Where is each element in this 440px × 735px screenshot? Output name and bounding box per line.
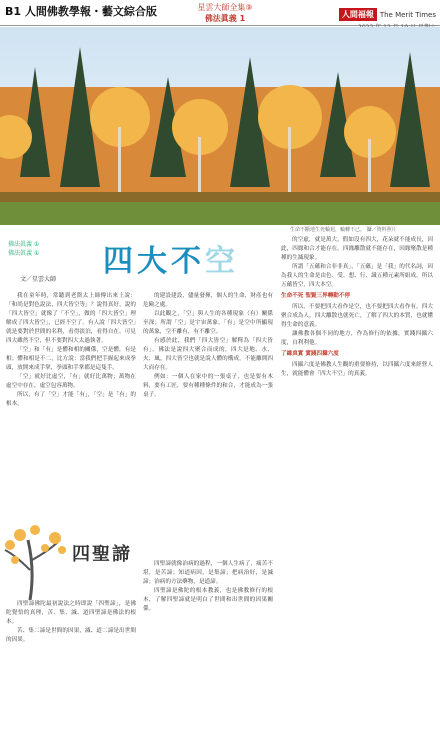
masthead-logo: 人間福報 <box>339 8 377 21</box>
page-header <box>0 0 440 26</box>
paragraph: 四聖諦是佛陀的根本教義，也是佛教修行的根本，了解四聖諦就是明白了世間和出世間的因果關係。 <box>143 588 273 612</box>
paragraph: 「空」就好比虛空，「有」就好比萬物；萬物在虛空中存在，虛空包容萬物。 <box>6 374 136 389</box>
paragraph: 例如：一個人在家中的一張桌子，也是要有木料，要有工匠，要有種種條件的和合，才能成為一張桌子。 <box>143 374 273 398</box>
paragraph: 四聖諦佛陀最初說法之時即說「四聖諦」，是佛陀覺悟的真理，苦、集、滅、道四聖諦是佛法的根本。 <box>6 601 136 625</box>
paragraph: 有感於此，我們「四大皆空」解釋為「四大皆有」。佛法是說四大聚合而成的，四大是地、水、火、風，四大皆空也就是說人體的構成，不能離開四大而存在。 <box>143 338 273 371</box>
section-title-four-truths: 四聖諦 <box>72 544 132 565</box>
article-column-2 <box>143 292 273 550</box>
subheading: 生命不死 聖賢三界轉動不停 <box>281 293 351 299</box>
hero-photo <box>0 27 440 225</box>
article-column-1 <box>6 292 136 550</box>
photo-caption: 生命不斷地生死輪迴，輪轉不已。 攝／資料照片 <box>290 227 397 233</box>
paragraph: 所以，不要把四大看作是空，也不要把四大看作有，四大聚合成為人，四大離散也就死亡，了解了四大的本質，也就懂得生命的意義。 <box>281 304 433 328</box>
paragraph: 四聖諦就像治病的過程，一個人生病了，痛苦不堪，是苦諦；知道病因，是集諦；把病治好，是滅諦；治病的方法藥物，是道諦。 <box>143 561 273 585</box>
article-column-3 <box>281 236 433 730</box>
paragraph: 四攝六度是佛教人生觀的重要修持，以四攝六度來經營人生，就能體會「四大不空」的真義。 <box>281 362 433 377</box>
paragraph: 的空虛，就是萬大，假如沒有四大，花朵就不能成長，因此，四緣和合才能存在。四緣離散就不能存在，因緣聚散是種種的生滅現象。 <box>281 237 433 261</box>
series-badge <box>8 240 58 258</box>
article-title-area <box>8 236 278 288</box>
paragraph: 以此觀之，「空」與人生的各種現象（有）關係至深；所謂「空」是宇宙萬象，「有」是空中所顯現的萬象，空不離有，有不離空。 <box>143 311 273 335</box>
paragraph: 讓佛教各個不同的地方，作為修行的依據，實踐四攝六度，自利利他。 <box>281 331 433 346</box>
subheading: 了緣真實 實踐四攝六度 <box>281 351 339 357</box>
page-label: B1 人間佛教學報・藝文綜合版 <box>5 5 157 18</box>
title-main: 四大不 <box>103 244 205 279</box>
title-kong: 空 <box>205 244 239 279</box>
article-column-4 <box>6 600 136 730</box>
masthead-english: The Merit Times <box>379 11 436 19</box>
author-line: 文／星雲大師 <box>20 276 57 283</box>
paragraph: 「空」和「有」是體和相的關係，空是體，有是相；體和相是不二，比方說：當我們把手握起來成拳頭，放開來成手掌，拳頭和手掌都是這隻手。 <box>6 347 136 371</box>
series-title: 星雲大師全集⑨ <box>197 3 253 12</box>
paragraph: 所以，有了「空」才能「有」，「空」是「有」的根本。 <box>6 392 136 407</box>
paragraph: 所謂「五蘊和合非非真」，「五蘊」是「我」的代名詞，因為我人的生命是由色、受、想、行、識五種元素所組成，所以五蘊皆空，四大本空。 <box>281 264 433 288</box>
series-subtitle: 佛法眞義 1 <box>204 14 246 23</box>
article-title <box>103 236 239 280</box>
paragraph: 我在童年時，常聽到老盤太上師傳出來上說：「和尚是對色說法，四大皆空等」？說得真好，說的「四大皆空」就像了「不空」，做的「四大皆空」理解成了四大皆空」，已經不空了。有人說「四大皆空」就是要對於世間的名利，看得淡泊，看得自在。可見四大雖然不空，但不要對四大太過執著。 <box>6 293 136 344</box>
badge-sublabel: 佛法眞義 ① <box>8 250 40 257</box>
series-box <box>165 2 285 26</box>
badge-label: 佛法眞義 ① <box>8 241 40 248</box>
paragraph: 苦、集二諦是世間的因果，滅、道二諦是出世間的因果。 <box>6 628 136 643</box>
article-column-5 <box>143 560 273 730</box>
paragraph: 的建設建設，儘量發揮，個人的生命，財產也有危險之處。 <box>143 293 273 308</box>
